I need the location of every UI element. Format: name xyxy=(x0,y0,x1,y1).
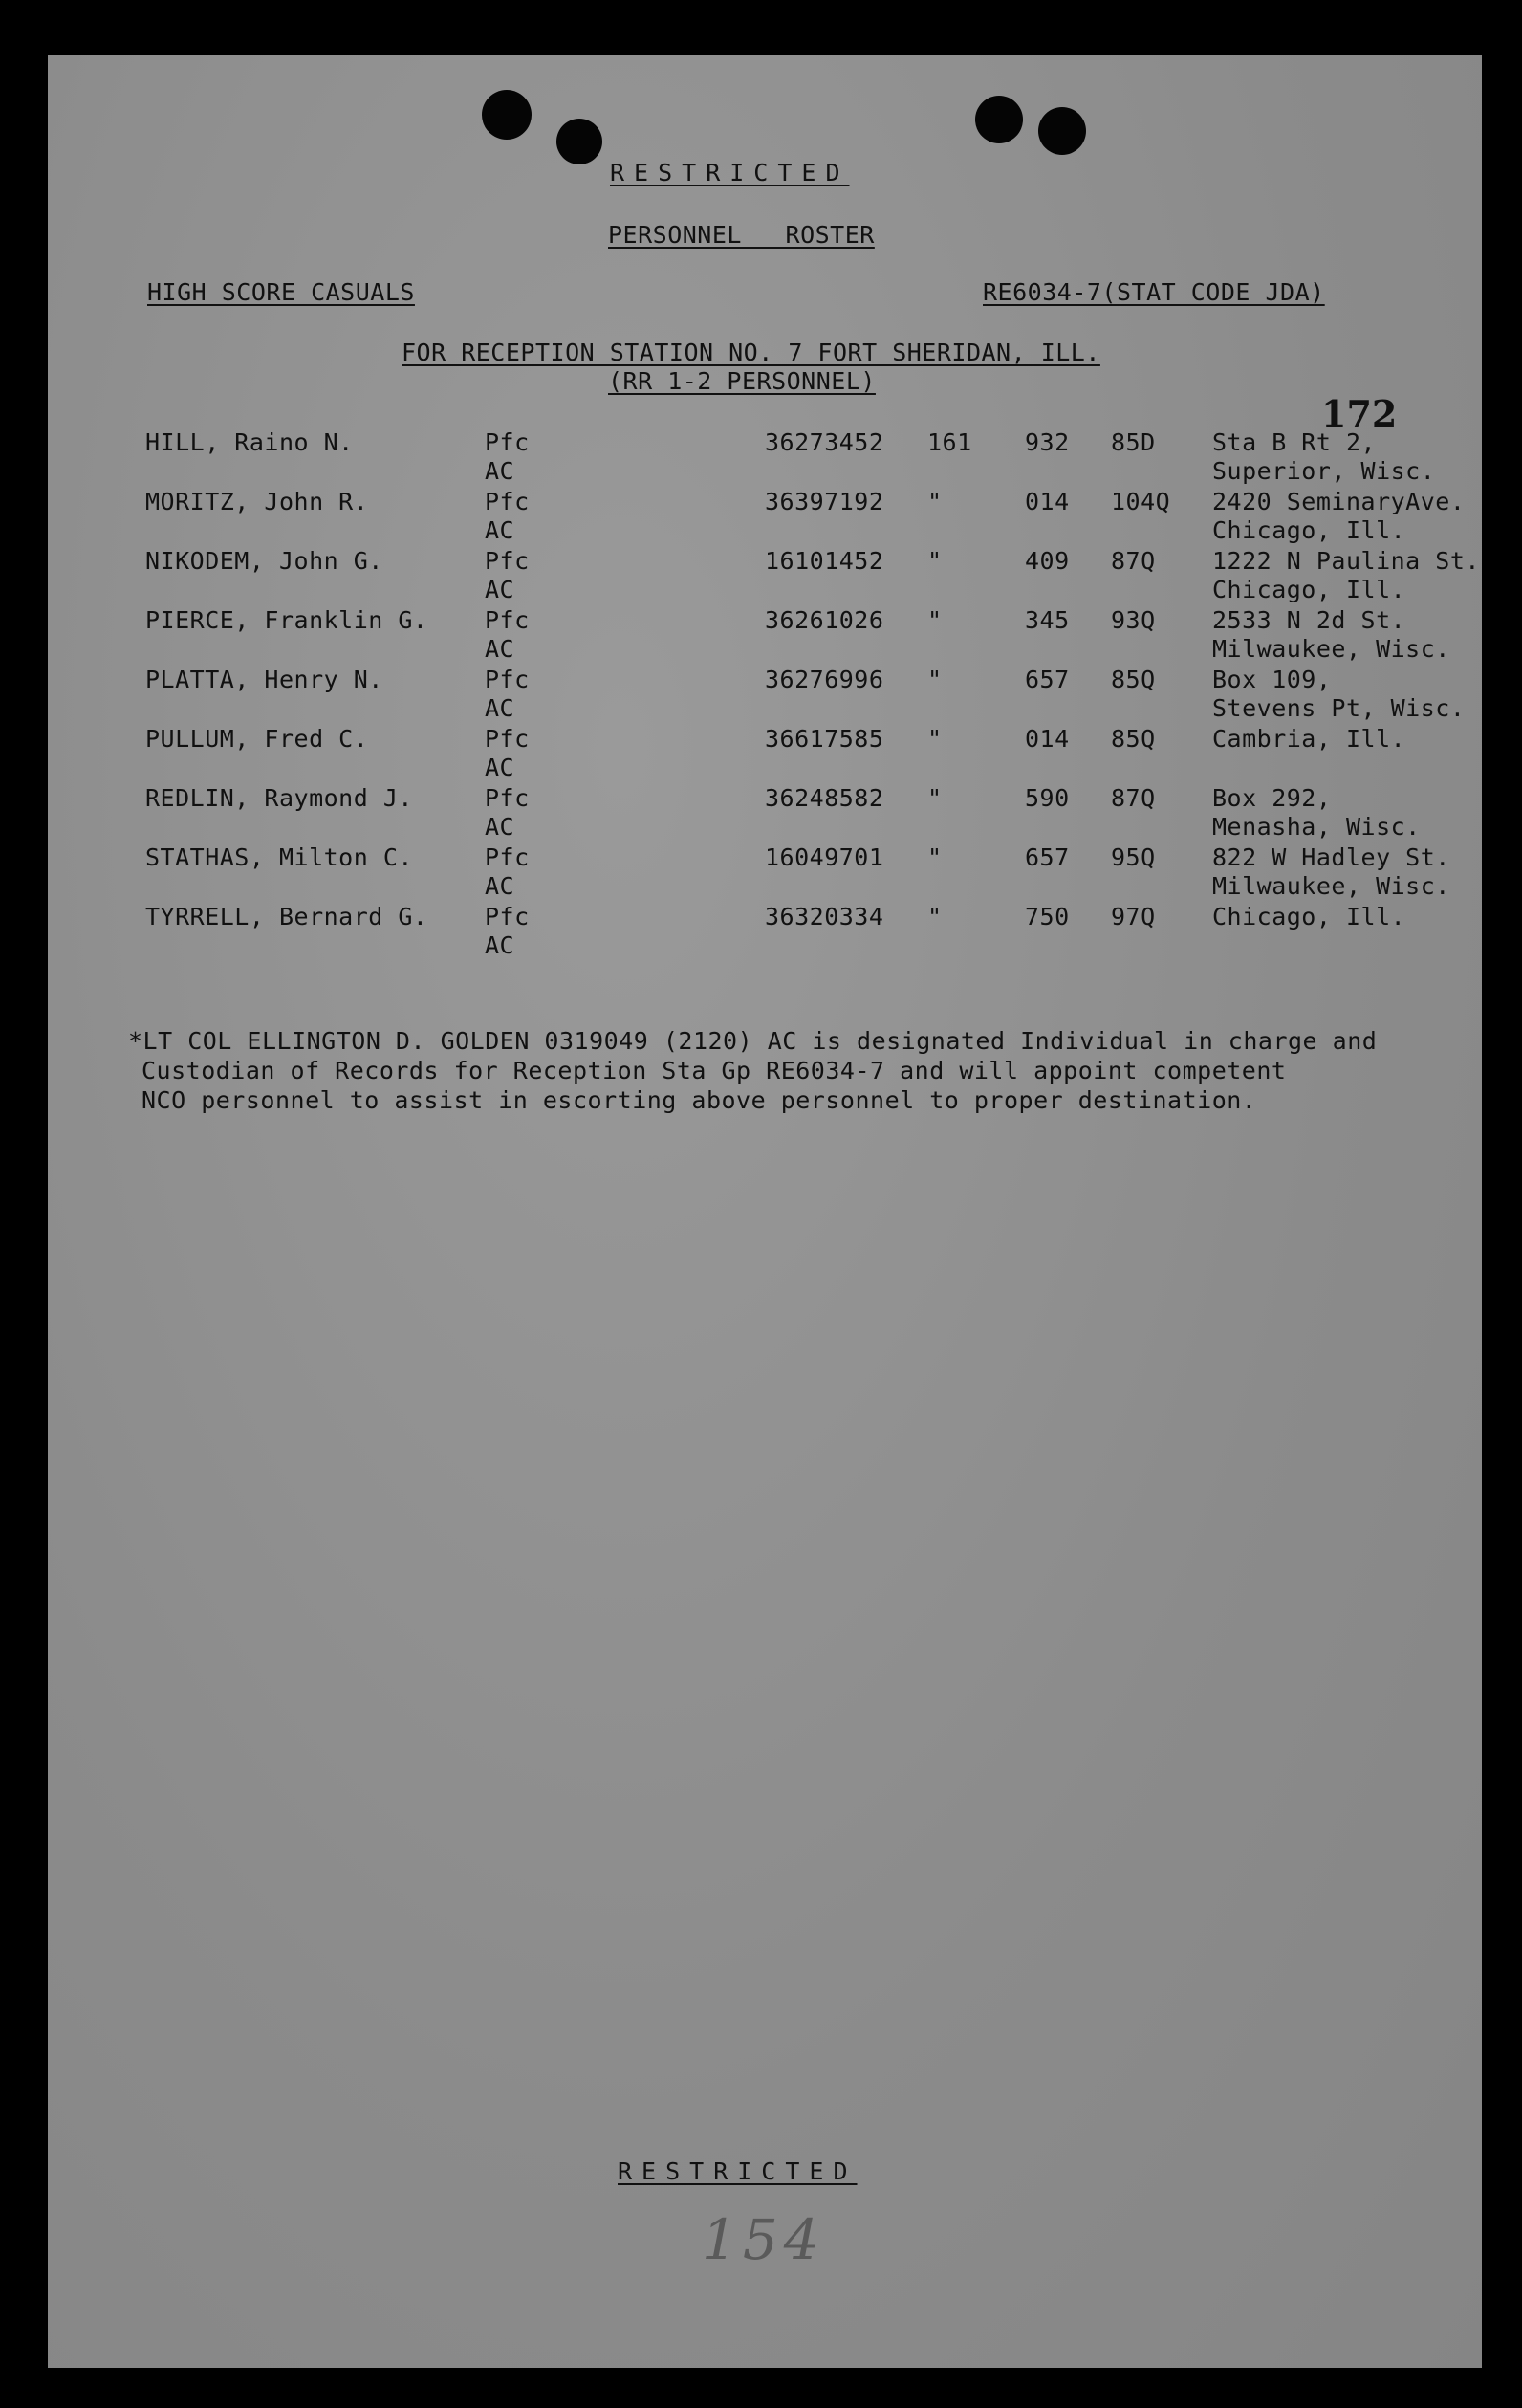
code: " xyxy=(927,784,943,812)
stat-code-label: RE6034-7(STAT CODE JDA) xyxy=(983,278,1325,306)
table-row xyxy=(145,547,1484,606)
arm-of-service: AC xyxy=(485,754,515,781)
score: 657 xyxy=(1025,666,1070,693)
personnel-name: PIERCE, Franklin G. xyxy=(145,606,428,634)
mos: 97Q xyxy=(1111,903,1156,930)
code: " xyxy=(927,903,943,930)
serial-number: 36261026 xyxy=(765,606,884,634)
table-row xyxy=(145,784,1484,843)
serial-number: 16101452 xyxy=(765,547,884,575)
handwritten-number: 154 xyxy=(702,2207,825,2272)
address-line-1: 2533 N 2d St. xyxy=(1212,606,1406,634)
address-line-2: Stevens Pt, Wisc. xyxy=(1212,694,1466,722)
table-row xyxy=(145,488,1484,547)
arm-of-service: AC xyxy=(485,576,515,603)
roster-table xyxy=(145,428,1484,962)
code: " xyxy=(927,843,943,871)
arm-of-service: AC xyxy=(485,694,515,722)
punch-hole-left-2 xyxy=(556,119,602,164)
address-line-2: Milwaukee, Wisc. xyxy=(1212,872,1450,900)
score: 590 xyxy=(1025,784,1070,812)
arm-of-service: AC xyxy=(485,872,515,900)
grade: Pfc xyxy=(485,606,530,634)
serial-number: 36617585 xyxy=(765,725,884,753)
mos: 87Q xyxy=(1111,784,1156,812)
mos: 85Q xyxy=(1111,666,1156,693)
code: " xyxy=(927,725,943,753)
code: " xyxy=(927,606,943,634)
score: 409 xyxy=(1025,547,1070,575)
grade: Pfc xyxy=(485,547,530,575)
unit-label: HIGH SCORE CASUALS xyxy=(147,278,415,306)
address-line-2: Milwaukee, Wisc. xyxy=(1212,635,1450,663)
grade: Pfc xyxy=(485,843,530,871)
address-line-2: Menasha, Wisc. xyxy=(1212,813,1421,841)
table-row xyxy=(145,903,1484,962)
grade: Pfc xyxy=(485,666,530,693)
personnel-name: TYRRELL, Bernard G. xyxy=(145,903,428,930)
personnel-name: STATHAS, Milton C. xyxy=(145,843,413,871)
address-line-1: 822 W Hadley St. xyxy=(1212,843,1450,871)
mos: 85Q xyxy=(1111,725,1156,753)
mos: 87Q xyxy=(1111,547,1156,575)
document-page xyxy=(48,55,1482,2368)
serial-number: 36248582 xyxy=(765,784,884,812)
roster-title: PERSONNEL ROSTER xyxy=(608,221,875,249)
score: 657 xyxy=(1025,843,1070,871)
personnel-subtitle: (RR 1-2 PERSONNEL) xyxy=(608,367,876,395)
mos: 85D xyxy=(1111,428,1156,456)
address-line-1: Cambria, Ill. xyxy=(1212,725,1406,753)
address-line-1: Box 292, xyxy=(1212,784,1332,812)
address-line-1: Chicago, Ill. xyxy=(1212,903,1406,930)
address-line-2: Superior, Wisc. xyxy=(1212,457,1436,485)
grade: Pfc xyxy=(485,903,530,930)
serial-number: 16049701 xyxy=(765,843,884,871)
code: " xyxy=(927,666,943,693)
note-line-2: Custodian of Records for Reception Sta Gp RE6034-7 and will appoint competent xyxy=(141,1057,1287,1084)
page-number: 172 xyxy=(1321,392,1398,435)
arm-of-service: AC xyxy=(485,457,515,485)
address-line-1: 1222 N Paulina St. xyxy=(1212,547,1480,575)
grade: Pfc xyxy=(485,428,530,456)
arm-of-service: AC xyxy=(485,931,515,959)
table-row xyxy=(145,843,1484,903)
address-line-1: Box 109, xyxy=(1212,666,1332,693)
mos: 93Q xyxy=(1111,606,1156,634)
table-row xyxy=(145,428,1484,488)
arm-of-service: AC xyxy=(485,516,515,544)
code: 161 xyxy=(927,428,972,456)
mos: 95Q xyxy=(1111,843,1156,871)
personnel-name: MORITZ, John R. xyxy=(145,488,369,515)
note-line-3: NCO personnel to assist in escorting above personnel to proper destination. xyxy=(141,1086,1257,1114)
address-line-1: 2420 SeminaryAve. xyxy=(1212,488,1466,515)
classification-top: RESTRICTED xyxy=(610,159,850,186)
score: 014 xyxy=(1025,488,1070,515)
arm-of-service: AC xyxy=(485,813,515,841)
table-row xyxy=(145,725,1484,784)
punch-hole-right xyxy=(975,96,1023,143)
mos: 104Q xyxy=(1111,488,1171,515)
code: " xyxy=(927,547,943,575)
serial-number: 36276996 xyxy=(765,666,884,693)
classification-bottom: RESTRICTED xyxy=(618,2157,858,2185)
code: " xyxy=(927,488,943,515)
table-row xyxy=(145,606,1484,666)
punch-hole-right-2 xyxy=(1038,107,1086,155)
punch-hole-left xyxy=(482,90,532,140)
grade: Pfc xyxy=(485,725,530,753)
serial-number: 36397192 xyxy=(765,488,884,515)
score: 750 xyxy=(1025,903,1070,930)
serial-number: 36273452 xyxy=(765,428,884,456)
serial-number: 36320334 xyxy=(765,903,884,930)
station-label: FOR RECEPTION STATION NO. 7 FORT SHERIDAN, ILL. xyxy=(402,339,1100,366)
table-row xyxy=(145,666,1484,725)
score: 014 xyxy=(1025,725,1070,753)
score: 345 xyxy=(1025,606,1070,634)
personnel-name: HILL, Raino N. xyxy=(145,428,354,456)
arm-of-service: AC xyxy=(485,635,515,663)
grade: Pfc xyxy=(485,488,530,515)
note-line-1: *LT COL ELLINGTON D. GOLDEN 0319049 (2120) AC is designated Individual in charge and xyxy=(128,1027,1378,1055)
personnel-name: REDLIN, Raymond J. xyxy=(145,784,413,812)
address-line-1: Sta B Rt 2, xyxy=(1212,428,1377,456)
personnel-name: PULLUM, Fred C. xyxy=(145,725,369,753)
personnel-name: PLATTA, Henry N. xyxy=(145,666,383,693)
score: 932 xyxy=(1025,428,1070,456)
address-line-2: Chicago, Ill. xyxy=(1212,576,1406,603)
personnel-name: NIKODEM, John G. xyxy=(145,547,383,575)
address-line-2: Chicago, Ill. xyxy=(1212,516,1406,544)
custodian-note xyxy=(128,1026,1486,1115)
grade: Pfc xyxy=(485,784,530,812)
